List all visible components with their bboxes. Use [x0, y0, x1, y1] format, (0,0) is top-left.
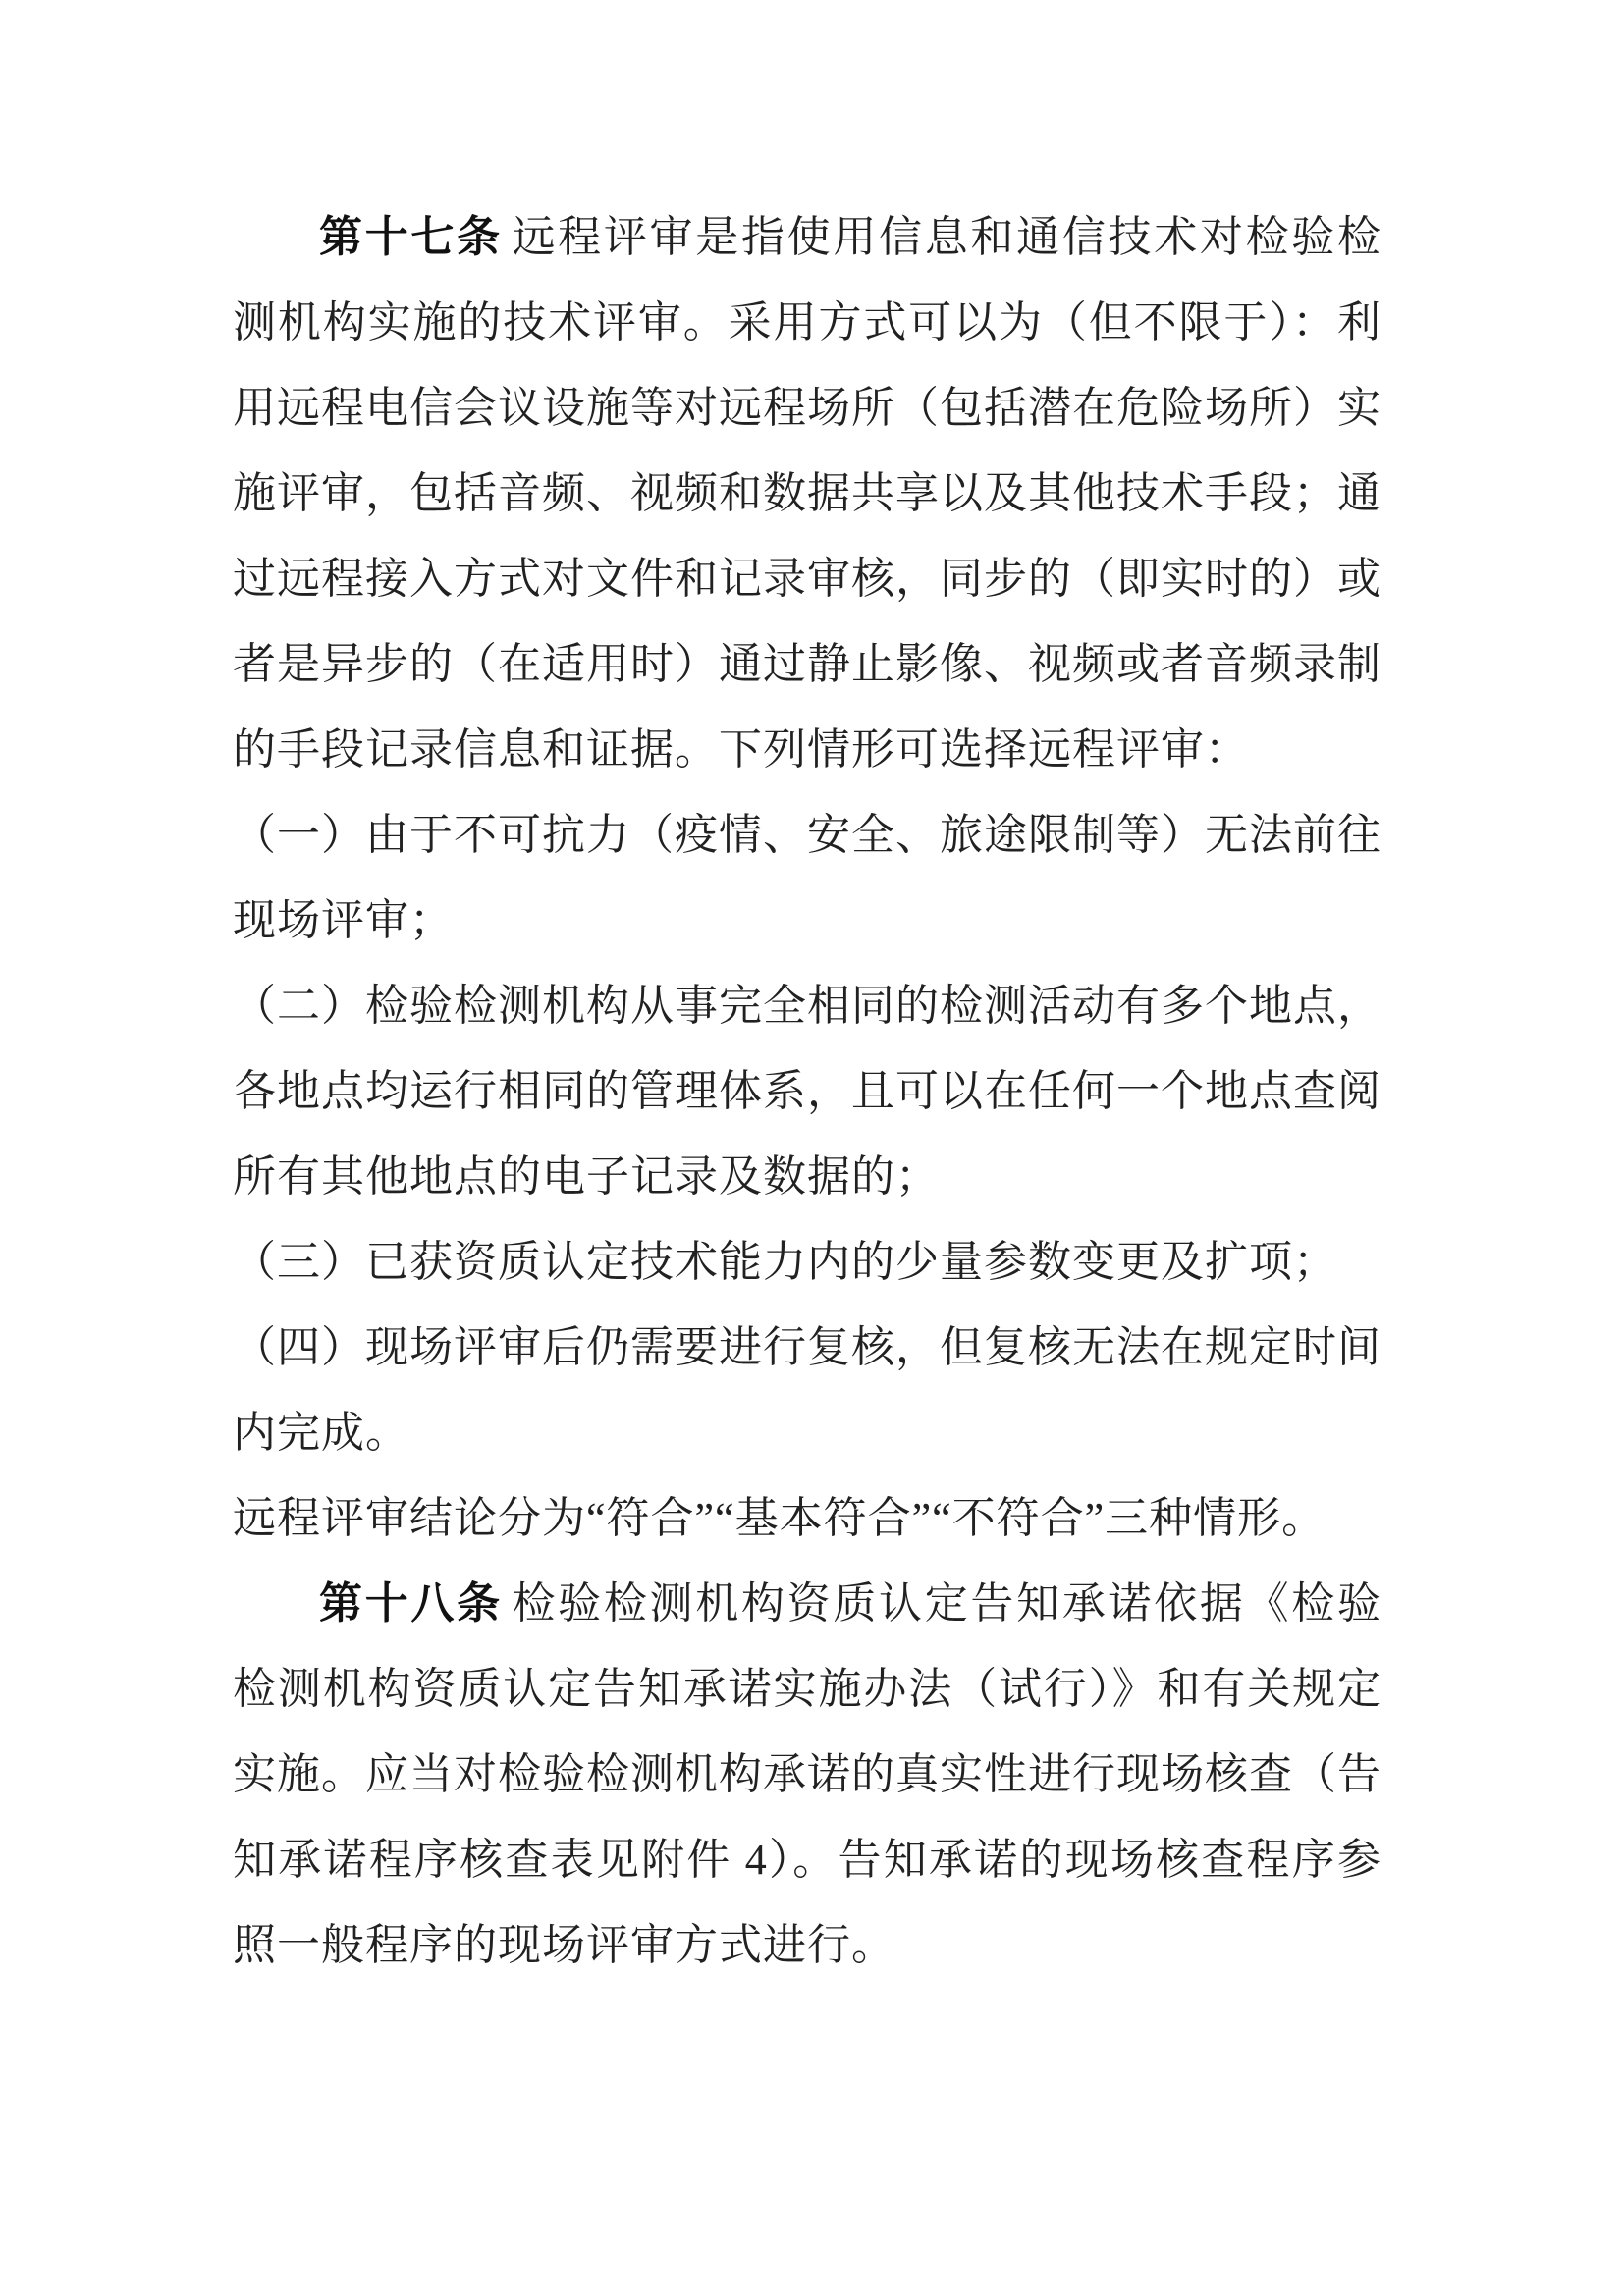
paragraph-text: 远程评审是指使用信息和通信技术对检验检测机构实施的技术评审。采用方式可以为（但不限于）：利用远程电信会议设施等对远程场所（包括潜在危险场所）实施评审，包括音频、视频和数据共享以及其他技术手段；通过远程接入方式对文件和记录审核，同步的（即实时的）或者是异步的（在适用时）通过静止影像、视频或者音频录制的手段记录信息和证据。下列情形可选择远程评审：: [233, 213, 1382, 774]
article-number: 第十八条: [319, 1578, 503, 1629]
paragraph-text: （四）现场评审后仍需要进行复核，但复核无法在规定时间内完成。: [233, 1323, 1381, 1457]
paragraph-text: （三）已获资质认定技术能力内的少量参数变更及扩项；: [233, 1238, 1337, 1286]
paragraph-text: 远程评审结论分为“符合”“基本符合”“不符合”三种情形。: [233, 1494, 1326, 1542]
document-body: [233, 194, 1381, 1988]
paragraph: [233, 194, 1381, 792]
paragraph-text: 检验检测机构资质认定告知承诺依据《检验检测机构资质认定告知承诺实施办法（试行）》和有关规定实施。应当对检验检测机构承诺的真实性进行现场核查（告知承诺程序核查表见附件 4）。告知承诺的现场核查程序参照一般程序的现场评审方式进行。: [233, 1579, 1382, 1969]
paragraph: [233, 1561, 1381, 1988]
paragraph: [233, 1305, 1381, 1475]
paragraph: [233, 792, 1381, 963]
paragraph-text: （一）由于不可抗力（疫情、安全、旅途限制等）无法前往现场评审；: [233, 811, 1381, 944]
paragraph: [233, 1219, 1381, 1305]
paragraph: [233, 963, 1381, 1219]
paragraph: [233, 1475, 1381, 1561]
paragraph-text: （二）检验检测机构从事完全相同的检测活动有多个地点，各地点均运行相同的管理体系，且可以在任何一个地点查阅所有其他地点的电子记录及数据的；: [233, 982, 1381, 1201]
article-number: 第十七条: [319, 212, 503, 262]
